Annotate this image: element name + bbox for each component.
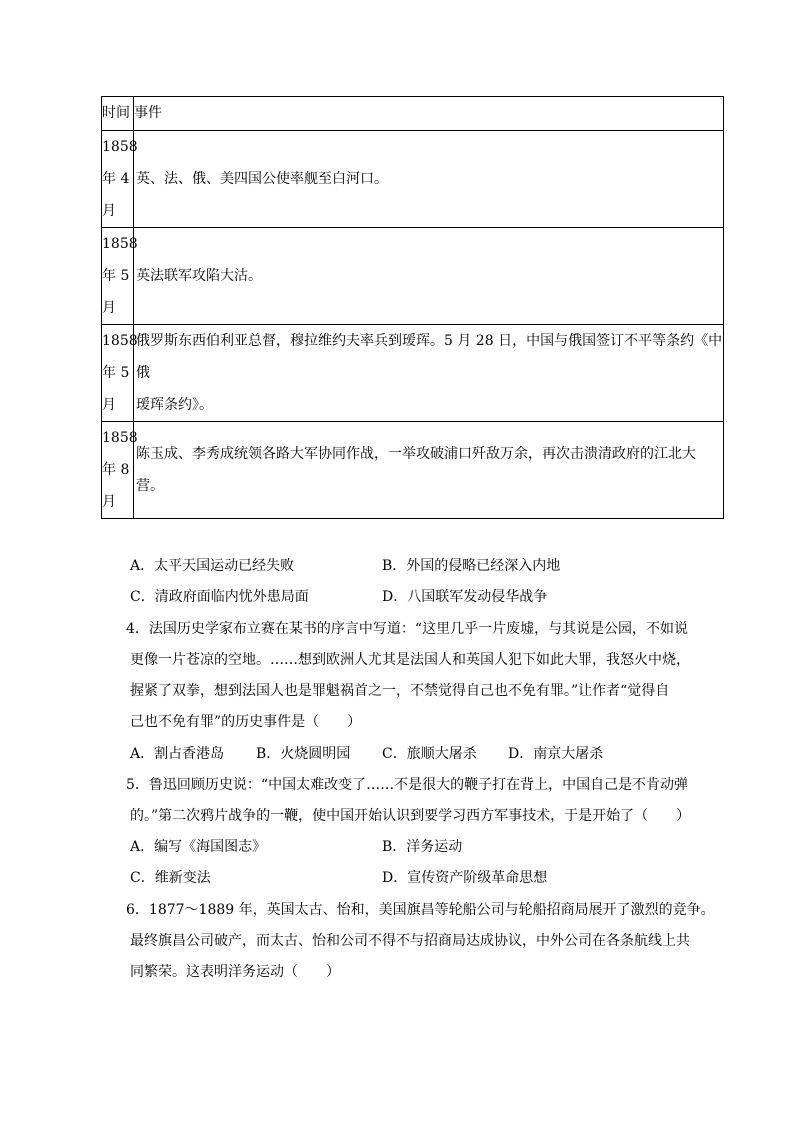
time-month: 年 5 <box>102 365 130 381</box>
time-month-suffix: 月 <box>102 494 116 510</box>
table-row <box>102 228 724 325</box>
event-line: 俄罗斯东西伯利亚总督，穆拉维约夫率兵到瑷珲。5 月 28 日，中国与俄国签订不平等条约《中俄 <box>136 333 723 381</box>
q3-option-a[interactable]: A．太平天国运动已经失败 <box>130 558 295 574</box>
question-line: 的。”第二次鸦片战争的一鞭，使中国开始认识到要学习西方军事技术，于是开始了（ ） <box>130 808 691 824</box>
events-table <box>101 96 724 519</box>
time-cell <box>102 422 138 519</box>
event-cell: 陈玉成、李秀成统领各路大军协同作战，一举攻破浦口歼敌万余，再次击溃清政府的江北大营。 <box>134 422 724 519</box>
q5-option-a[interactable]: A．编写《海国图志》 <box>130 839 267 855</box>
question-line: 己也不免有罪”的历史事件是（ ） <box>130 714 362 730</box>
time-month: 年 8 <box>102 462 130 478</box>
q5-option-c[interactable]: C．维新变法 <box>130 870 211 886</box>
time-year: 1858 <box>102 236 138 252</box>
question-line: 6．1877～1889 年，英国太古、怡和，美国旗昌等轮船公司与轮船招商局展开了激烈的竞争。 <box>126 902 715 918</box>
q4-option-a[interactable]: A．割占香港岛 <box>130 746 225 762</box>
time-month-suffix: 月 <box>102 397 116 413</box>
q3-option-c[interactable]: C．清政府面临内忧外患局面 <box>130 589 309 605</box>
question-4 <box>126 614 726 738</box>
q5-option-d[interactable]: D．宣传资产阶级革命思想 <box>382 870 548 886</box>
q5-option-b[interactable]: B．洋务运动 <box>382 839 463 855</box>
question-line: 最终旗昌公司破产，而太古、怡和公司不得不与招商局达成协议，中外公司在各条航线上共 <box>130 933 690 949</box>
table-row <box>102 131 724 228</box>
question-5 <box>126 770 726 832</box>
time-year: 1858 <box>102 430 138 446</box>
question-line: 握紧了双拳，想到法国人也是罪魁祸首之一，不禁觉得自己也不免有罪。”让作者“觉得自 <box>130 683 670 699</box>
question-6 <box>126 895 726 988</box>
time-cell <box>102 131 138 228</box>
table-header-row <box>102 97 724 131</box>
time-month-suffix: 月 <box>102 300 116 316</box>
question-line: 同繁荣。这表明洋务运动（ ） <box>130 964 340 980</box>
q3-option-d[interactable]: D．八国联军发动侵华战争 <box>382 589 548 605</box>
event-cell: 英、法、俄、美四国公使率舰至白河口。 <box>134 131 724 228</box>
time-year: 1858 <box>102 139 138 155</box>
q4-option-c[interactable]: C．旅顺大屠杀 <box>382 746 477 762</box>
time-cell <box>102 228 138 325</box>
q4-option-b[interactable]: B．火烧圆明园 <box>256 746 351 762</box>
table-row <box>102 325 724 422</box>
time-cell <box>102 325 138 422</box>
event-cell <box>134 325 724 422</box>
table-row <box>102 422 724 519</box>
q4-option-d[interactable]: D．南京大屠杀 <box>508 746 604 762</box>
question-line: 更像一片苍凉的空地。……想到欧洲人尤其是法国人和英国人犯下如此大罪，我怒火中烧， <box>130 652 690 668</box>
q3-option-b[interactable]: B．外国的侵略已经深入内地 <box>382 558 561 574</box>
time-year: 1858 <box>102 333 138 349</box>
question-line: 4．法国历史学家布立赛在某书的序言中写道：“这里几乎一片废墟，与其说是公园，不如说 <box>126 621 689 637</box>
header-event: 事件 <box>134 97 724 131</box>
time-month: 年 4 <box>102 171 130 187</box>
time-month: 年 5 <box>102 268 130 284</box>
event-line: 瑷珲条约》。 <box>136 397 213 413</box>
header-time: 时间 <box>102 97 134 131</box>
time-month-suffix: 月 <box>102 203 116 219</box>
event-cell: 英法联军攻陷大沽。 <box>134 228 724 325</box>
question-line: 5．鲁迅回顾历史说：“中国太难改变了……不是很大的鞭子打在背上，中国自己是不肯动弹 <box>126 777 689 793</box>
